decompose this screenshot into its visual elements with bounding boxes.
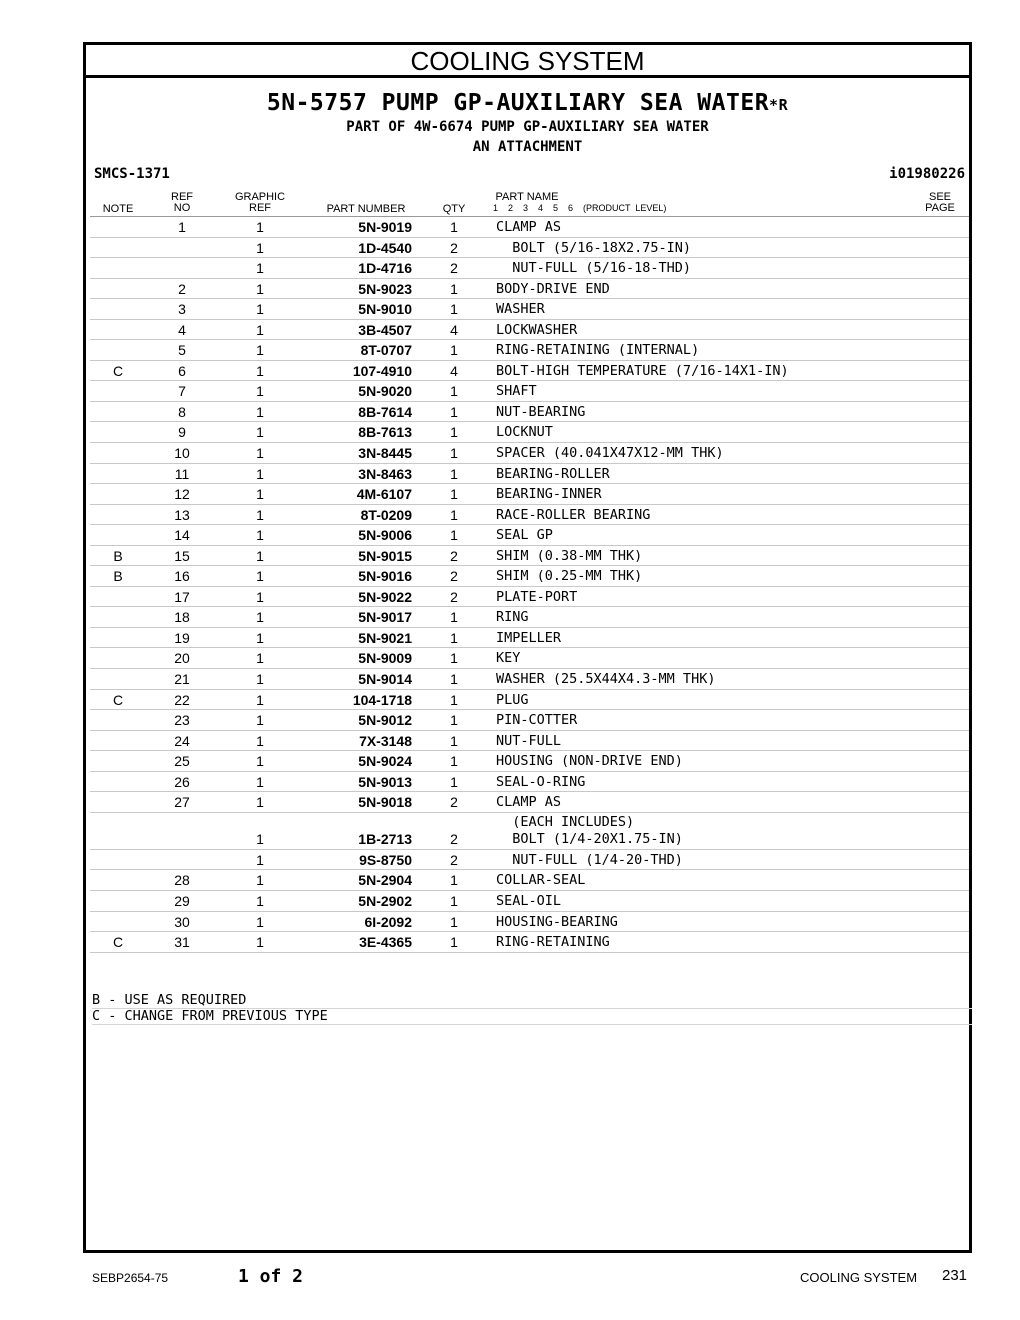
table-row <box>90 361 969 382</box>
row-qty: 1 <box>450 712 458 729</box>
row-part-name: RING-RETAINING <box>496 934 610 951</box>
table-row <box>90 628 969 649</box>
row-part-name: CLAMP AS <box>496 794 562 811</box>
row-qty: 1 <box>450 753 458 770</box>
table-row <box>90 607 969 628</box>
table-row <box>90 891 969 912</box>
notes-legend <box>92 993 972 1025</box>
table-row <box>90 710 969 731</box>
row-ref-no: 9 <box>178 424 186 441</box>
row-graphic-ref: 1 <box>256 872 264 889</box>
row-part-number: 5N-9021 <box>358 629 412 646</box>
row-graphic-ref: 1 <box>256 629 264 646</box>
table-row <box>90 217 969 238</box>
row-qty: 1 <box>450 403 458 420</box>
row-part-number: 1D-4540 <box>358 239 412 256</box>
row-qty: 1 <box>450 671 458 688</box>
row-part-number: 5N-9020 <box>358 383 412 400</box>
row-note: B <box>113 547 123 564</box>
table-row <box>90 546 969 567</box>
group-title <box>86 90 969 116</box>
row-part-name: HOUSING-BEARING <box>496 913 618 930</box>
row-part-name: KEY <box>496 650 521 667</box>
table-row <box>90 299 969 320</box>
row-graphic-ref: 1 <box>256 486 264 503</box>
row-graphic-ref: 1 <box>256 506 264 523</box>
table-row <box>90 912 969 933</box>
row-graphic-ref: 1 <box>256 934 264 951</box>
row-part-number: 8T-0209 <box>360 506 412 523</box>
table-row <box>90 587 969 608</box>
table-row <box>90 751 969 772</box>
row-qty: 1 <box>450 280 458 297</box>
row-part-name: LOCKWASHER <box>496 321 578 338</box>
row-ref-no: 17 <box>174 588 190 605</box>
note-c: C - CHANGE FROM PREVIOUS TYPE <box>92 1009 972 1025</box>
row-part-name: WASHER (25.5X44X4.3-MM THK) <box>496 671 716 688</box>
row-qty: 1 <box>450 219 458 235</box>
row-graphic-ref: 1 <box>256 732 264 749</box>
row-ref-no: 22 <box>174 691 190 708</box>
row-qty: 1 <box>450 913 458 930</box>
row-qty: 1 <box>450 301 458 318</box>
header-part-name: PART NAME <box>495 191 559 203</box>
row-graphic-ref: 1 <box>256 362 264 379</box>
row-graphic-ref: 1 <box>256 547 264 564</box>
row-part-number: 5N-9012 <box>358 712 412 729</box>
row-part-number: 8B-7614 <box>358 403 412 420</box>
row-qty: 2 <box>450 794 458 811</box>
row-graphic-ref: 1 <box>256 219 264 235</box>
row-part-number: 5N-9014 <box>358 671 412 688</box>
row-part-number: 5N-9016 <box>358 568 412 585</box>
row-qty: 2 <box>450 830 458 847</box>
header-gref-line1: GRAPHIC <box>234 191 286 203</box>
row-ref-no: 1 <box>178 219 186 235</box>
row-ref-no: 5 <box>178 342 186 359</box>
row-part-number: 5N-9017 <box>358 609 412 626</box>
row-graphic-ref: 1 <box>256 383 264 400</box>
smcs-code: SMCS-1371 <box>94 166 170 182</box>
row-part-number: 5N-9010 <box>358 301 412 318</box>
row-part-name: LOCKNUT <box>496 424 553 441</box>
row-graphic-ref: 1 <box>256 773 264 790</box>
row-part-number: 8T-0707 <box>360 342 412 359</box>
row-qty: 4 <box>450 321 458 338</box>
row-graphic-ref: 1 <box>256 342 264 359</box>
section-title: COOLING SYSTEM <box>86 45 969 78</box>
row-ref-no: 30 <box>174 913 190 930</box>
row-part-name: COLLAR-SEAL <box>496 872 586 889</box>
table-row <box>90 566 969 587</box>
row-graphic-ref: 1 <box>256 851 264 868</box>
table-row <box>90 340 969 361</box>
row-qty: 1 <box>450 629 458 646</box>
row-ref-no: 14 <box>174 527 190 544</box>
row-ref-no: 12 <box>174 486 190 503</box>
table-row <box>90 932 969 953</box>
row-graphic-ref: 1 <box>256 527 264 544</box>
row-part-name: NUT-FULL <box>496 732 562 749</box>
row-part-number: 8B-7613 <box>358 424 412 441</box>
table-row <box>90 525 969 546</box>
row-part-name: BEARING-INNER <box>496 486 602 503</box>
row-part-number: 104-1718 <box>352 691 412 708</box>
row-qty: 1 <box>450 486 458 503</box>
header-ref <box>160 192 204 214</box>
row-ref-no: 7 <box>178 383 186 400</box>
row-part-name: RING-RETAINING (INTERNAL) <box>496 342 700 359</box>
row-part-name: SEAL GP <box>496 527 553 544</box>
row-ref-no: 3 <box>178 301 186 318</box>
footer-page-number: 231 <box>942 1267 968 1284</box>
header-product-levels: 1 2 3 4 5 6 (PRODUCT LEVEL) <box>493 203 667 213</box>
row-ref-no: 21 <box>174 671 190 688</box>
row-ref-no: 10 <box>174 445 190 462</box>
row-part-name: NUT-FULL (5/16-18-THD) <box>496 260 692 277</box>
row-part-name-note: (EACH INCLUDES) <box>496 813 635 830</box>
row-part-number: 5N-9024 <box>358 753 412 770</box>
row-part-number: 3B-4507 <box>358 321 412 338</box>
row-note: C <box>112 362 124 379</box>
row-ref-no: 26 <box>174 773 190 790</box>
row-graphic-ref: 1 <box>256 280 264 297</box>
row-ref-no: 15 <box>174 547 190 564</box>
row-part-name: SHIM (0.38-MM THK) <box>496 547 643 564</box>
table-row <box>90 381 969 402</box>
row-part-number: 4M-6107 <box>356 486 412 503</box>
row-graphic-ref: 1 <box>256 650 264 667</box>
row-part-number: 3N-8445 <box>358 445 412 462</box>
header-see-line2: PAGE <box>925 202 955 214</box>
row-part-name: BOLT-HIGH TEMPERATURE (7/16-14X1-IN) <box>496 362 789 379</box>
row-part-number: 3N-8463 <box>358 465 412 482</box>
row-qty: 2 <box>450 260 458 277</box>
row-part-number: 9S-8750 <box>359 851 412 868</box>
row-qty: 1 <box>450 424 458 441</box>
row-part-name: BOLT (5/16-18X2.75-IN) <box>496 239 692 256</box>
row-part-name: PLATE-PORT <box>496 588 578 605</box>
table-row <box>90 320 969 341</box>
row-part-number: 5N-9023 <box>358 280 412 297</box>
row-qty: 2 <box>450 239 458 256</box>
group-subtitle-1: PART OF 4W-6674 PUMP GP-AUXILIARY SEA WATER <box>346 119 709 135</box>
row-part-name: SEAL-O-RING <box>496 773 586 790</box>
row-qty: 1 <box>450 342 458 359</box>
row-graphic-ref: 1 <box>256 260 264 277</box>
row-ref-no: 25 <box>174 753 190 770</box>
row-qty: 1 <box>450 732 458 749</box>
row-part-number: 5N-9009 <box>358 650 412 667</box>
footer-page-of: 1 of 2 <box>238 1266 304 1287</box>
row-ref-no: 31 <box>174 934 190 951</box>
row-graphic-ref: 1 <box>256 301 264 318</box>
header-part-number: PART NUMBER <box>326 203 406 215</box>
group-title-suffix: *R <box>769 96 789 114</box>
note-b: B - USE AS REQUIRED <box>92 993 972 1009</box>
row-note: C <box>112 691 124 708</box>
table-row <box>90 648 969 669</box>
row-part-number: 5N-9019 <box>358 219 412 235</box>
row-ref-no: 27 <box>174 794 190 811</box>
row-graphic-ref: 1 <box>256 609 264 626</box>
row-part-name: WASHER <box>496 301 545 318</box>
row-qty: 2 <box>450 588 458 605</box>
table-row <box>90 464 969 485</box>
row-graphic-ref: 1 <box>256 568 264 585</box>
table-row <box>90 792 969 813</box>
row-qty: 1 <box>450 650 458 667</box>
header-gref-line2: REF <box>249 202 271 214</box>
row-graphic-ref: 1 <box>256 712 264 729</box>
row-ref-no: 6 <box>178 362 186 379</box>
table-row <box>90 772 969 793</box>
row-graphic-ref: 1 <box>256 239 264 256</box>
row-qty: 1 <box>450 892 458 909</box>
table-row <box>90 238 969 259</box>
row-graphic-ref: 1 <box>256 830 264 847</box>
row-qty: 1 <box>450 465 458 482</box>
group-subtitle-2: AN ATTACHMENT <box>472 139 583 155</box>
row-part-name: BEARING-ROLLER <box>496 465 610 482</box>
row-qty: 4 <box>450 362 458 379</box>
table-row <box>90 505 969 526</box>
row-ref-no: 28 <box>174 872 190 889</box>
row-ref-no: 16 <box>174 568 190 585</box>
row-ref-no: 19 <box>174 629 190 646</box>
table-row <box>90 850 969 871</box>
parts-table <box>90 217 969 953</box>
row-qty: 2 <box>450 547 458 564</box>
table-row <box>90 443 969 464</box>
header-graphic-ref <box>226 192 294 214</box>
row-part-number: 1D-4716 <box>358 260 412 277</box>
row-part-number: 5N-9022 <box>358 588 412 605</box>
row-qty: 2 <box>450 851 458 868</box>
header-see-line1: SEE <box>928 191 951 203</box>
table-row <box>90 402 969 423</box>
table-row <box>90 279 969 300</box>
row-graphic-ref: 1 <box>256 913 264 930</box>
table-row <box>90 690 969 711</box>
header-note: NOTE <box>102 203 134 215</box>
header-see-page <box>918 192 962 214</box>
row-part-number: 1B-2713 <box>358 830 412 847</box>
header-ref-line2: NO <box>173 202 191 214</box>
row-graphic-ref: 1 <box>256 794 264 811</box>
row-part-number: 5N-9015 <box>358 547 412 564</box>
row-part-name: IMPELLER <box>496 629 562 646</box>
row-part-name: BOLT (1/4-20X1.75-IN) <box>496 830 683 847</box>
row-part-number: 5N-2902 <box>358 892 412 909</box>
page-frame <box>83 42 972 1253</box>
row-note: B <box>113 568 123 585</box>
row-qty: 1 <box>450 506 458 523</box>
row-note: C <box>112 934 124 951</box>
row-graphic-ref: 1 <box>256 465 264 482</box>
row-ref-no: 18 <box>174 609 190 626</box>
row-ref-no: 8 <box>178 403 186 420</box>
row-ref-no: 24 <box>174 732 190 749</box>
row-qty: 2 <box>450 568 458 585</box>
row-qty: 1 <box>450 934 458 951</box>
row-part-name: NUT-BEARING <box>496 403 586 420</box>
row-ref-no: 4 <box>178 321 186 338</box>
row-part-number: 3E-4365 <box>359 934 412 951</box>
row-graphic-ref: 1 <box>256 403 264 420</box>
row-ref-no: 2 <box>178 280 186 297</box>
row-part-name: RING <box>496 609 529 626</box>
row-qty: 1 <box>450 445 458 462</box>
row-qty: 1 <box>450 527 458 544</box>
row-graphic-ref: 1 <box>256 321 264 338</box>
row-part-name: HOUSING (NON-DRIVE END) <box>496 753 683 770</box>
row-ref-no: 20 <box>174 650 190 667</box>
row-part-name: CLAMP AS <box>496 219 562 235</box>
table-row <box>90 669 969 690</box>
row-part-name: SHIM (0.25-MM THK) <box>496 568 643 585</box>
table-row <box>90 422 969 443</box>
table-row <box>90 484 969 505</box>
row-part-number: 5N-9013 <box>358 773 412 790</box>
row-ref-no: 23 <box>174 712 190 729</box>
footer-doc-id: SEBP2654-75 <box>92 1271 169 1285</box>
row-part-number: 5N-9006 <box>358 527 412 544</box>
row-part-name: SEAL-OIL <box>496 892 562 909</box>
row-qty: 1 <box>450 609 458 626</box>
table-row <box>90 870 969 891</box>
row-part-number: 7X-3148 <box>359 732 412 749</box>
row-ref-no: 13 <box>174 506 190 523</box>
row-part-number: 5N-9018 <box>358 794 412 811</box>
header-ref-line1: REF <box>171 191 193 203</box>
row-graphic-ref: 1 <box>256 445 264 462</box>
row-qty: 1 <box>450 872 458 889</box>
row-part-number: 6I-2092 <box>364 913 412 930</box>
row-part-number: 5N-2904 <box>358 872 412 889</box>
row-graphic-ref: 1 <box>256 753 264 770</box>
row-qty: 1 <box>450 383 458 400</box>
row-part-name: SPACER (40.041X47X12-MM THK) <box>496 445 724 462</box>
row-qty: 1 <box>450 691 458 708</box>
row-qty: 1 <box>450 773 458 790</box>
row-ref-no: 11 <box>174 465 190 482</box>
row-graphic-ref: 1 <box>256 671 264 688</box>
illustration-id: i01980226 <box>889 166 965 182</box>
row-part-name: RACE-ROLLER BEARING <box>496 506 651 523</box>
header-qty: QTY <box>442 203 466 215</box>
row-part-name: PIN-COTTER <box>496 712 578 729</box>
table-row <box>90 258 969 279</box>
row-part-name: BODY-DRIVE END <box>496 280 610 297</box>
row-graphic-ref: 1 <box>256 424 264 441</box>
row-graphic-ref: 1 <box>256 691 264 708</box>
row-part-number: 107-4910 <box>352 362 412 379</box>
row-part-name: SHAFT <box>496 383 537 400</box>
table-row <box>90 731 969 752</box>
row-part-name: PLUG <box>496 691 529 708</box>
footer-section: COOLING SYSTEM <box>800 1270 918 1285</box>
row-ref-no: 29 <box>174 892 190 909</box>
row-graphic-ref: 1 <box>256 892 264 909</box>
table-row <box>90 813 969 850</box>
group-title-text: 5N-5757 PUMP GP-AUXILIARY SEA WATER <box>266 90 770 116</box>
row-part-name: NUT-FULL (1/4-20-THD) <box>496 851 683 868</box>
row-graphic-ref: 1 <box>256 588 264 605</box>
